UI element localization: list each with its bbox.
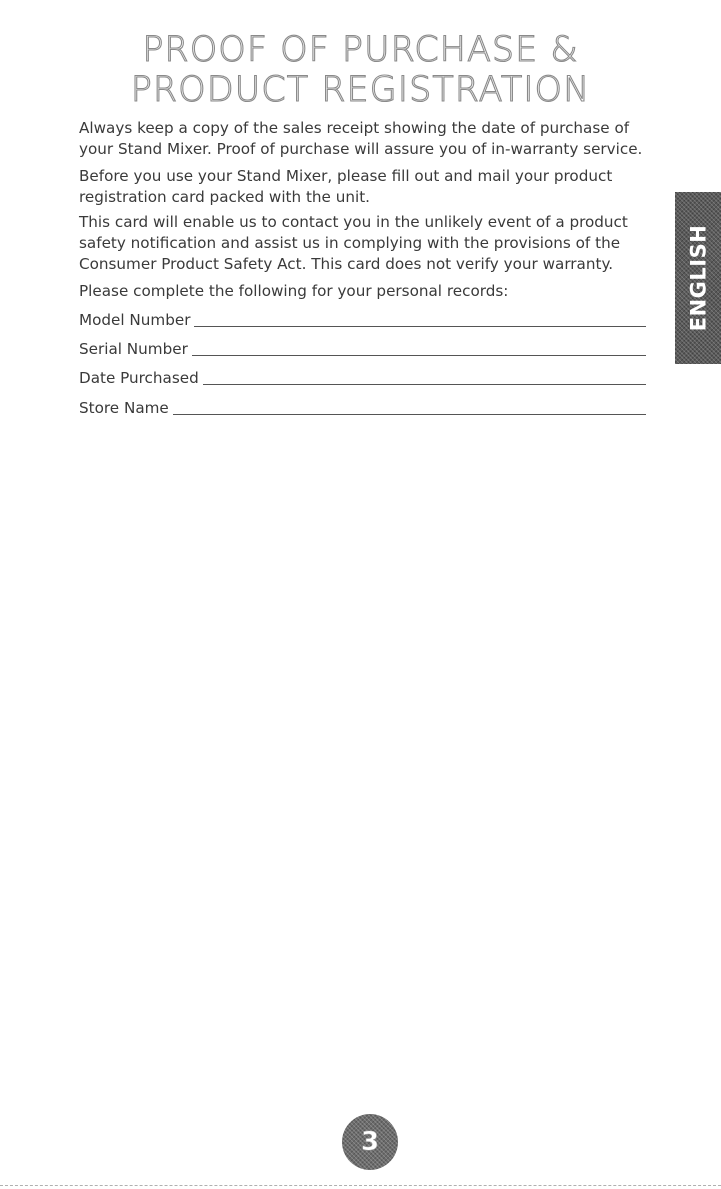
model-number-label: Model Number (79, 311, 191, 329)
serial-number-field (79, 335, 646, 359)
page-number-badge (342, 1114, 398, 1170)
page-bottom-rule (0, 1185, 721, 1186)
page-title-line-1: PROOF OF PURCHASE & (142, 30, 579, 70)
date-purchased-field (79, 364, 646, 388)
paragraph-personal-records: Please complete the following for your personal records: (79, 282, 509, 300)
language-tab (675, 192, 721, 364)
language-tab-label: ENGLISH (686, 224, 710, 332)
serial-number-label: Serial Number (79, 340, 188, 358)
date-purchased-label: Date Purchased (79, 369, 199, 387)
paragraph-receipt: Always keep a copy of the sales receipt showing the date of purchase of your Stand Mixer. Proof of purchase will assure you of in-warranty service. (79, 119, 643, 158)
page-number: 3 (360, 1127, 380, 1157)
store-name-blank-line (173, 394, 646, 415)
store-name-field (79, 394, 646, 418)
date-purchased-blank-line (203, 364, 646, 385)
serial-number-blank-line (192, 335, 646, 356)
paragraph-registration-card: Before you use your Stand Mixer, please fill out and mail your product registration card packed with the unit. (79, 167, 613, 206)
model-number-field (79, 306, 646, 330)
paragraph-safety-notification: This card will enable us to contact you in the unlikely event of a product safety notification and assist us in complying with the provisions of the Consumer Product Safety Act. This card does not verify your warranty. (79, 213, 628, 273)
page-title-line-2: PRODUCT REGISTRATION (130, 70, 591, 110)
store-name-label: Store Name (79, 399, 169, 417)
model-number-blank-line (194, 306, 646, 327)
